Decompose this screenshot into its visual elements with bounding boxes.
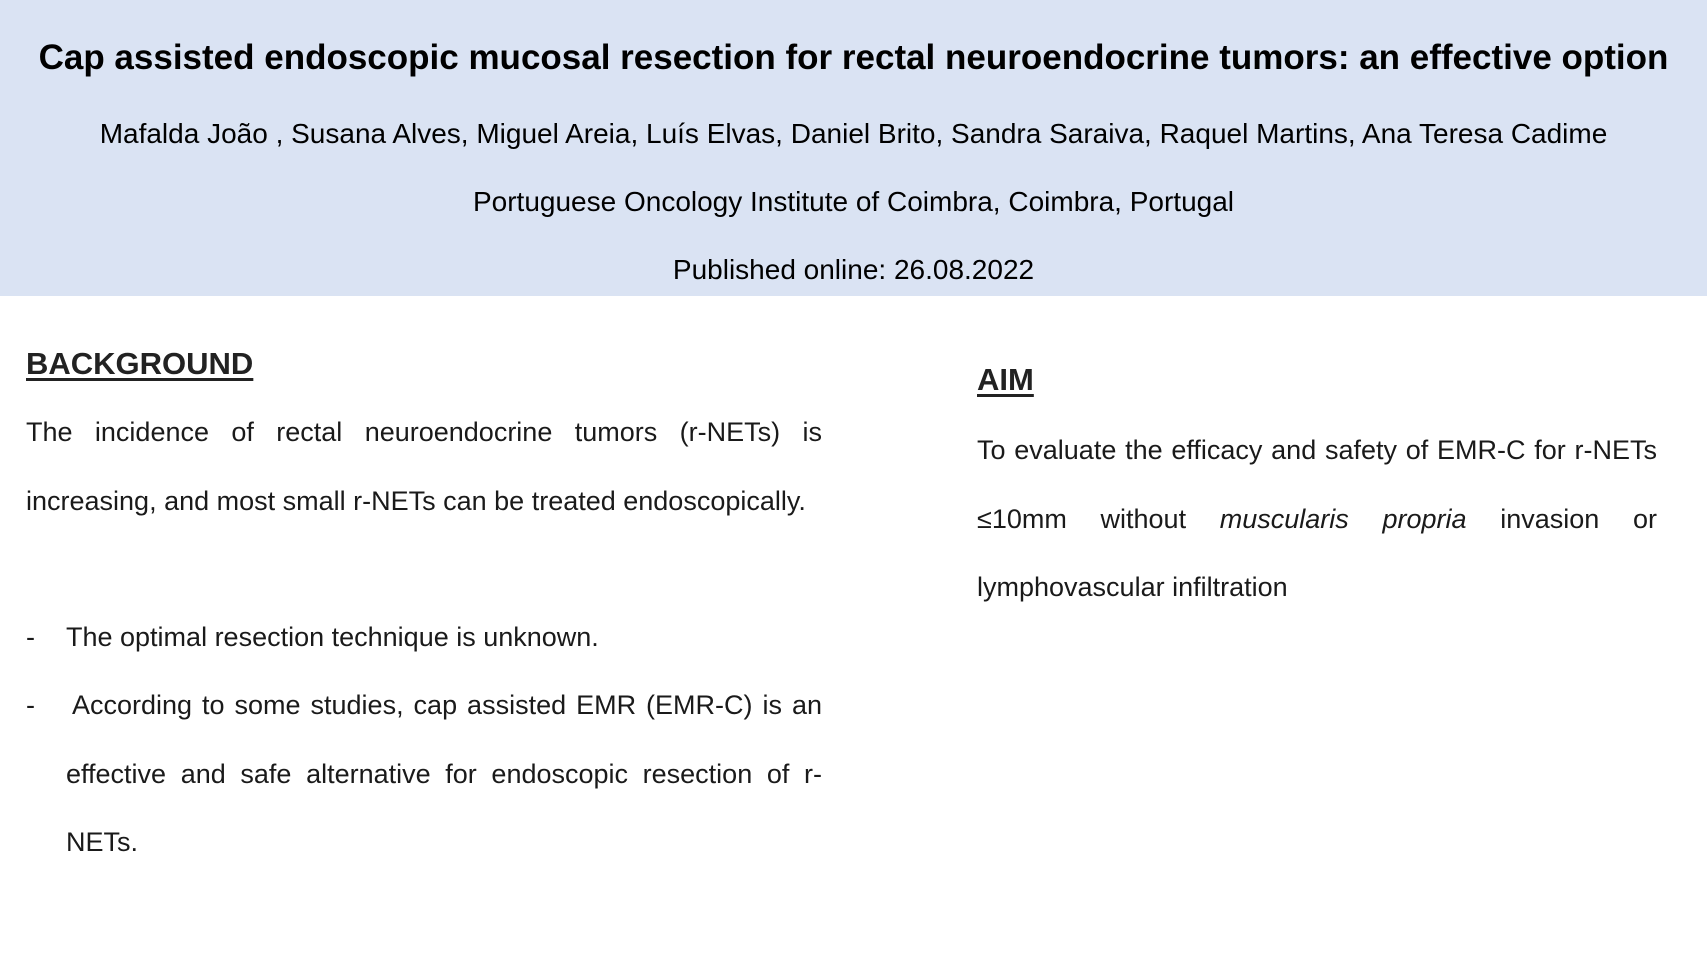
bullet-marker: - xyxy=(26,690,35,720)
affiliation-line: Portuguese Oncology Institute of Coimbra, Coimbra, Portugal xyxy=(472,186,1235,217)
aim-paragraph xyxy=(977,416,1657,622)
aim-text-end: invasion or lymphovascular infiltration xyxy=(977,503,1657,602)
aim-heading: AIM xyxy=(977,362,1034,397)
poster-title: Cap assisted endoscopic mucosal resection for rectal neuroendocrine tumors: an effective option xyxy=(38,38,1669,77)
background-bullet xyxy=(26,603,822,672)
background-heading: BACKGROUND xyxy=(26,346,254,381)
bullet-text: According to some studies, cap assisted EMR (EMR-C) is an effective and safe alternative for endoscopic resection of r-NETs. xyxy=(66,690,822,857)
background-paragraph: The incidence of rectal neuroendocrine tumors (r-NETs) is increasing, and most small r-NETs can be treated endoscopically. xyxy=(26,417,822,516)
authors-line: Mafalda João , Susana Alves, Miguel Areia, Luís Elvas, Daniel Brito, Sandra Saraiva, Raquel Martins, Ana Teresa Cadime xyxy=(99,118,1608,149)
bullet-text: The optimal resection technique is unknown. xyxy=(66,622,599,652)
bullet-marker: - xyxy=(26,622,35,652)
background-bullet xyxy=(26,671,822,877)
publication-date: Published online: 26.08.2022 xyxy=(672,254,1035,285)
aim-text-start: To evaluate the efficacy and safety of EMR-C for r-NETs ≤10mm without xyxy=(977,435,1657,534)
title-banner xyxy=(0,0,1707,296)
aim-text-italic: muscularis propria xyxy=(1219,503,1467,534)
